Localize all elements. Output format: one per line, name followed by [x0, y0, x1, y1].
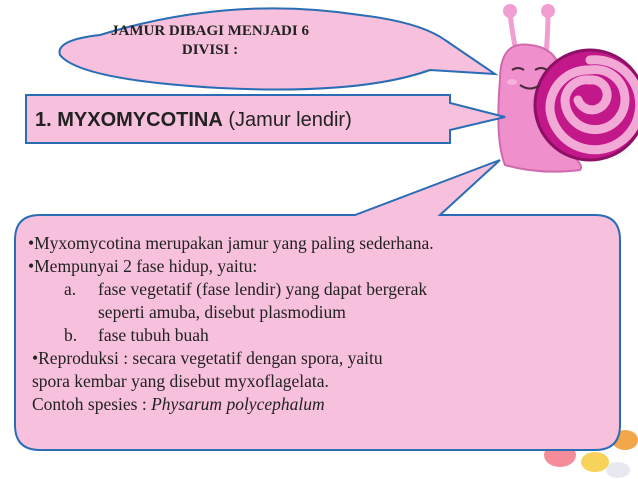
repro-line-2: spora kembar yang disebut myxoflagelata. — [32, 371, 329, 391]
top-callout-line-2: DIVISI : — [181, 42, 239, 58]
list-item-a — [28, 278, 598, 301]
example-label: Contoh spesies : — [32, 394, 147, 414]
top-callout-text — [95, 22, 325, 60]
snail-illustration — [498, 4, 638, 172]
body-line-1: •Myxomycotina merupakan jamur yang paling sederhana. — [28, 233, 434, 253]
list-item-a-line-1: fase vegetatif (fase lendir) yang dapat bergerak — [98, 279, 428, 299]
title-name: MYXOMYCOTINA — [57, 109, 223, 131]
title-subtitle: (Jamur lendir) — [228, 109, 352, 131]
body-line-2: •Mempunyai 2 fase hidup, yaitu: — [28, 256, 258, 276]
example-species: Physarum polycephalum — [151, 394, 325, 414]
list-item-a-marker: a. — [64, 279, 77, 299]
example-line — [28, 393, 598, 416]
list-item-b-marker: b. — [64, 325, 78, 345]
list-item-b-text: fase tubuh buah — [98, 325, 209, 345]
list-item-b — [28, 324, 598, 347]
title-number: 1. — [35, 109, 52, 131]
body-content — [28, 232, 598, 416]
list-item-a-line-2: seperti amuba, disebut plasmodium — [98, 302, 346, 322]
page-title — [35, 107, 435, 133]
top-callout-line-1: JAMUR DIBAGI MENJADI 6 — [111, 23, 309, 39]
repro-line-1: •Reproduksi : secara vegetatif dengan spora, yaitu — [32, 348, 383, 368]
